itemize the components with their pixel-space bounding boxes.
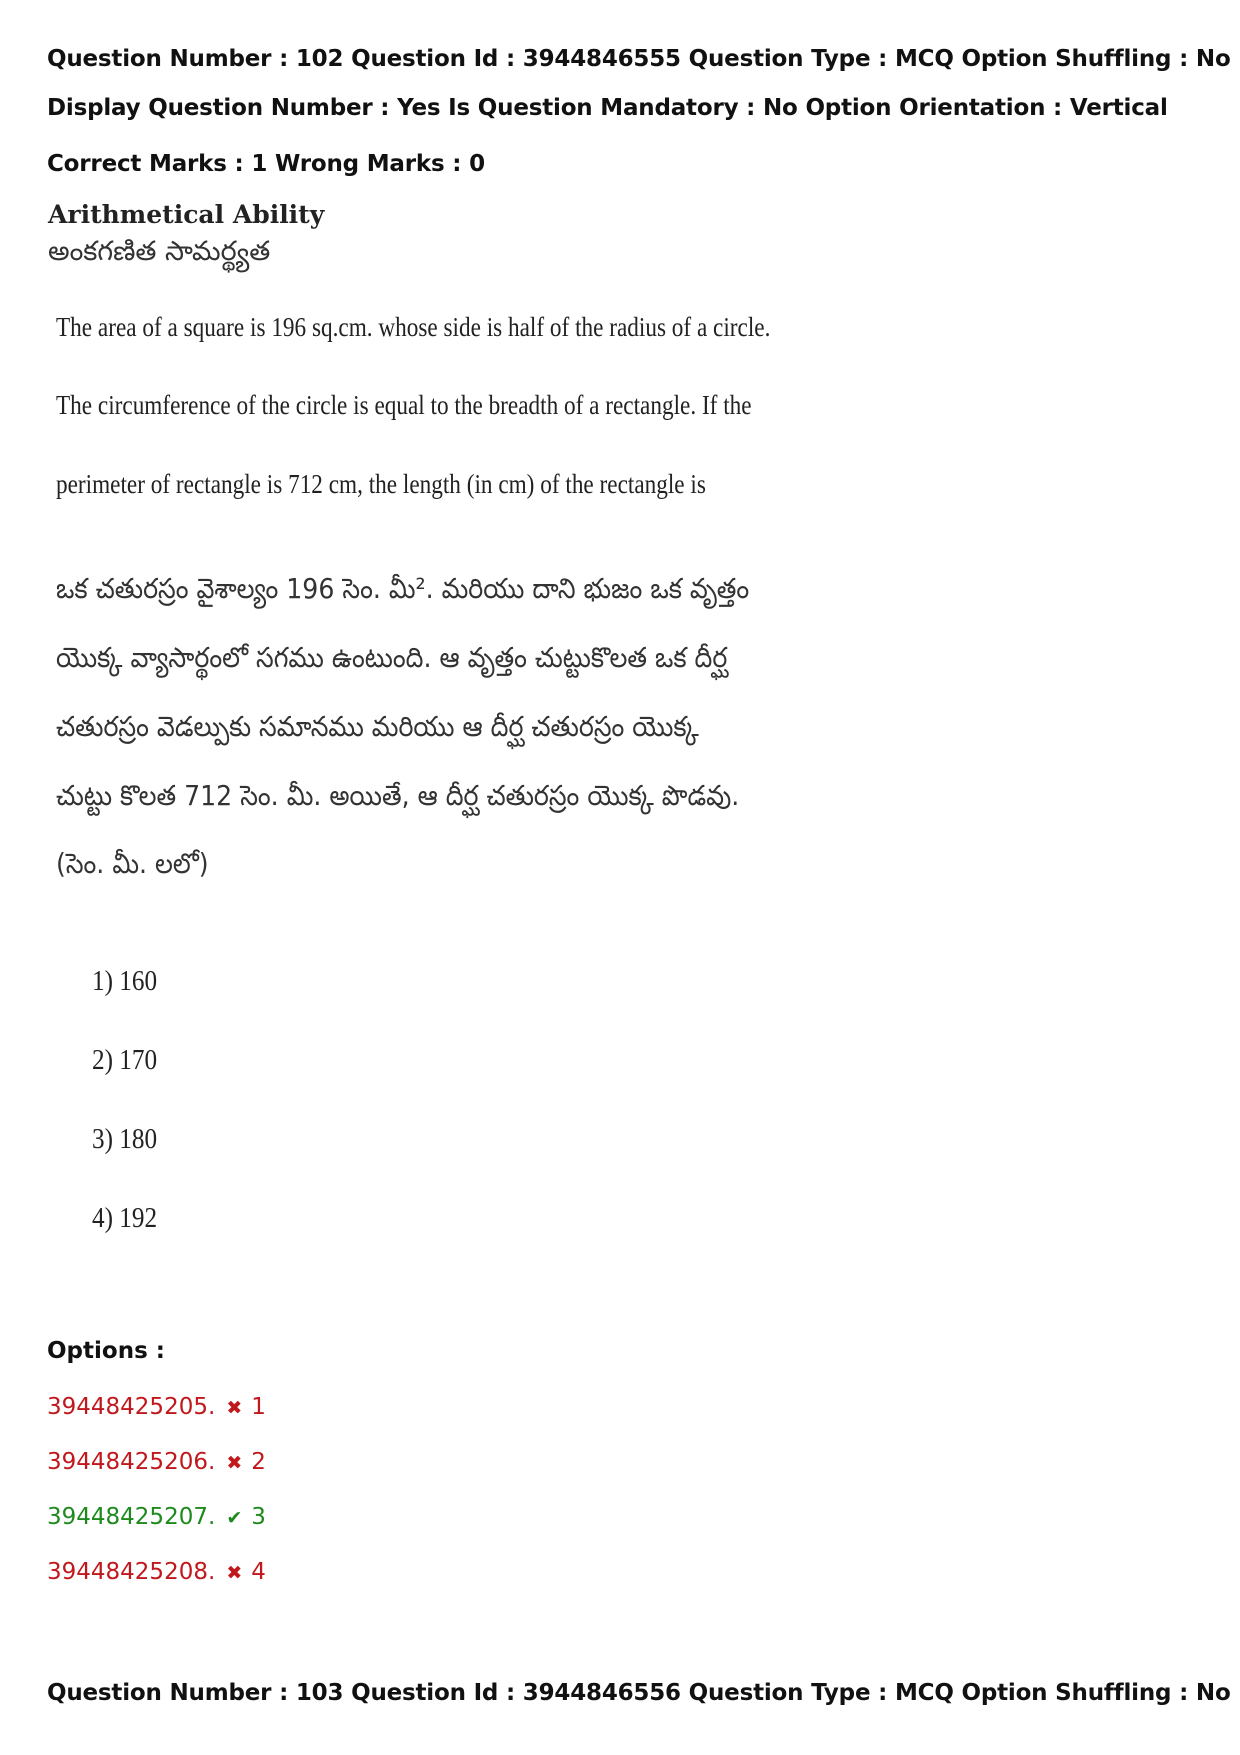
- question-text-te-line-3: చతురస్రం వెడల్పుకు సమానము మరియు ఆ దీర్ఘ చతురస్రం యొక్క: [56, 710, 699, 743]
- option-id: 39448425207.: [47, 1504, 216, 1530]
- question-meta-line-1: Question Number : 102 Question Id : 3944846555 Question Type : MCQ Option Shuffling : No: [47, 46, 1231, 72]
- option-row-1: [47, 1394, 266, 1420]
- option-label: 2: [251, 1449, 266, 1475]
- question-text-te-line-2: యొక్క వ్యాసార్థంలో సగము ఉంటుంది. ఆ వృత్తం చుట్టుకొలత ఒక దీర్ఘ: [56, 641, 728, 674]
- option-id: 39448425205.: [47, 1394, 216, 1420]
- option-label: 4: [251, 1559, 266, 1585]
- cross-icon: ✖: [226, 1562, 243, 1584]
- checkmark-icon: ✔: [226, 1507, 243, 1529]
- answer-choice-2: 2) 170: [92, 1045, 158, 1076]
- subject-title-english: Arithmetical Ability: [48, 200, 325, 229]
- question-text-te-line-4: చుట్టు కొలత 712 సెం. మీ. అయితే, ఆ దీర్ఘ చతురస్రం యొక్క పొడవు.: [56, 779, 740, 812]
- option-row-2: [47, 1449, 266, 1475]
- question-meta-line-2: Display Question Number : Yes Is Question Mandatory : No Option Orientation : Vertical: [47, 95, 1168, 121]
- answer-choice-1: 1) 160: [92, 966, 158, 997]
- question-text-en-line-1: The area of a square is 196 sq.cm. whose side is half of the radius of a circle.: [56, 312, 771, 342]
- cross-icon: ✖: [226, 1397, 243, 1419]
- question-text-te-line-1: ఒక చతురస్రం వైశాల్యం 196 సెం. మీ². మరియు దాని భుజం ఒక వృత్తం: [56, 572, 750, 605]
- option-row-3: [47, 1504, 266, 1530]
- option-row-4: [47, 1559, 266, 1585]
- option-label: 1: [251, 1394, 266, 1420]
- answer-choice-3: 3) 180: [92, 1124, 158, 1155]
- question-text-te-line-5: (సెం. మీ. లలో): [56, 847, 209, 880]
- option-label: 3: [251, 1504, 266, 1530]
- answer-choice-4: 4) 192: [92, 1203, 158, 1234]
- option-id: 39448425206.: [47, 1449, 216, 1475]
- question-marks-line: Correct Marks : 1 Wrong Marks : 0: [47, 151, 485, 177]
- option-id: 39448425208.: [47, 1559, 216, 1585]
- subject-title-telugu: అంకగణిత సామర్థ్యత: [48, 236, 271, 267]
- options-heading: Options :: [47, 1338, 165, 1364]
- next-question-meta-line-1: Question Number : 103 Question Id : 3944846556 Question Type : MCQ Option Shuffling : No: [47, 1680, 1231, 1706]
- cross-icon: ✖: [226, 1452, 243, 1474]
- question-text-en-line-2: The circumference of the circle is equal to the breadth of a rectangle. If the: [56, 390, 752, 420]
- question-text-en-line-3: perimeter of rectangle is 712 cm, the length (in cm) of the rectangle is: [56, 469, 706, 499]
